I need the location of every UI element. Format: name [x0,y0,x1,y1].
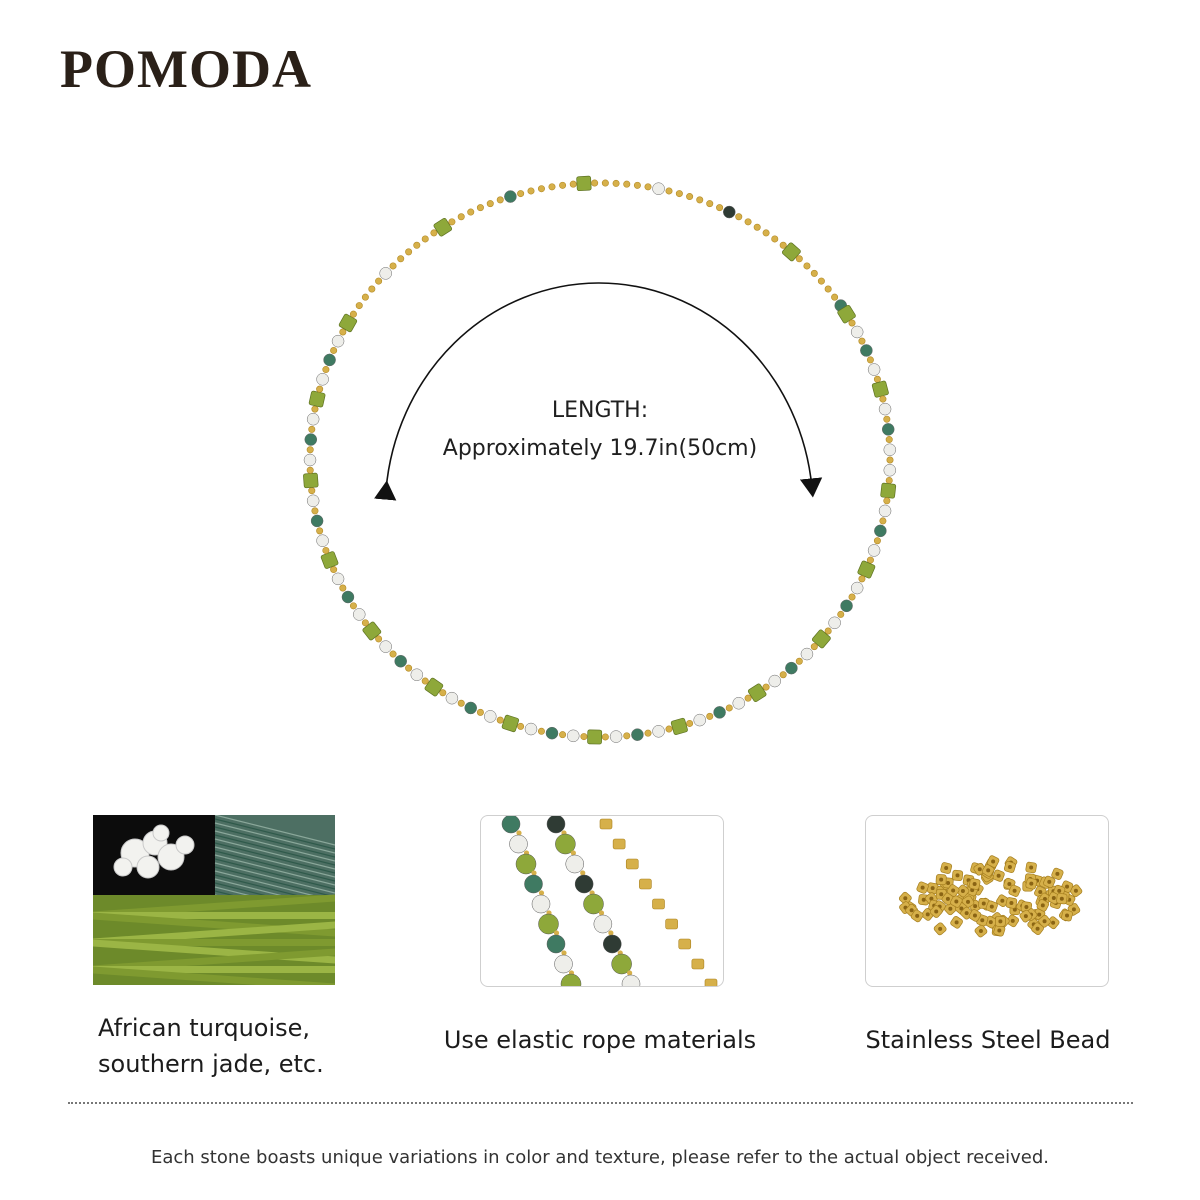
gold-seed-bead [477,204,483,210]
stone-bead [307,495,319,507]
feature-steel-label: Stainless Steel Bead [865,1026,1111,1054]
gold-seed-bead [745,219,751,225]
gold-seed-bead [880,396,886,402]
stone-bead [884,444,896,456]
stone-bead [841,600,853,612]
stone-bead [525,723,537,735]
stone-bead [411,669,423,681]
stone-bead [484,710,496,722]
jade-bead [502,715,520,733]
gold-seed-bead [356,302,362,308]
gold-seed-bead [350,603,356,609]
gold-seed-bead [487,200,493,206]
stone-bead [446,692,458,704]
stone-bead [304,454,316,466]
gold-seed-bead [312,406,318,412]
gold-seed-bead [849,320,855,326]
gold-seed-bead [581,733,587,739]
gold-seed-bead [316,528,322,534]
gold-seed-bead [645,730,651,736]
gold-seed-bead [312,508,318,514]
stone-materials-image [93,815,335,985]
steel-beads-image [865,815,1109,987]
gold-seed-bead [716,204,722,210]
gold-seed-bead [316,386,322,392]
stone-bead [884,464,896,476]
brand-logo: POMODA [60,39,312,99]
stone-bead [868,364,880,376]
gold-seed-bead [811,270,817,276]
jade-bead [671,718,688,735]
stone-bead [868,544,880,556]
gold-seed-bead [549,184,555,190]
stone-bead [332,335,344,347]
stone-bead [694,714,706,726]
gold-seed-bead [362,294,368,300]
gold-seed-bead [867,557,873,563]
stone-bead [769,675,781,687]
stone-bead [324,354,336,366]
length-title: LENGTH: [551,398,649,423]
gold-seed-bead [613,180,619,186]
gold-seed-bead [874,376,880,382]
gold-seed-bead [686,193,692,199]
gold-seed-bead [307,447,313,453]
jade-bead [309,391,326,408]
gold-seed-bead [884,498,890,504]
feature-rope-label: Use elastic rope materials [443,1026,757,1054]
gold-seed-bead [330,347,336,353]
stone-bead [332,573,344,585]
gold-seed-bead [559,731,565,737]
stone-bead [317,373,329,385]
gold-seed-bead [340,585,346,591]
gold-seed-bead [309,426,315,432]
stone-bead [874,525,886,537]
stone-bead [504,191,516,203]
stone-bead [653,183,665,195]
gold-seed-bead [449,219,455,225]
stone-bead [465,702,477,714]
stone-bead [610,731,622,743]
gold-seed-bead [330,566,336,572]
gold-seed-bead [859,576,865,582]
length-value: Approximately 19.7in(50cm) [442,436,758,461]
gold-seed-bead [634,182,640,188]
gold-seed-bead [886,436,892,442]
gold-seed-bead [390,263,396,269]
gold-seed-bead [886,477,892,483]
gold-seed-bead [369,286,375,292]
gold-seed-bead [602,734,608,740]
jade-bead [880,483,895,498]
gold-seed-bead [818,278,824,284]
gold-seed-bead [745,695,751,701]
feature-stone-line1: African turquoise, [98,1014,311,1042]
stone-bead [380,267,392,279]
stone-bead [785,662,797,674]
stone-bead [307,413,319,425]
gold-seed-bead [458,214,464,220]
gold-seed-bead [849,594,855,600]
feature-stone-line2: southern jade, etc. [98,1050,324,1078]
gold-seed-bead [736,214,742,220]
gold-seed-bead [884,416,890,422]
gold-seed-bead [440,690,446,696]
gold-seed-bead [676,190,682,196]
feature-stone-label [98,1010,388,1082]
gold-seed-bead [323,547,329,553]
gold-seed-bead [831,294,837,300]
gold-seed-bead [422,678,428,684]
gold-seed-bead [602,180,608,186]
gold-seed-bead [880,518,886,524]
gold-seed-bead [763,230,769,236]
gold-seed-bead [874,538,880,544]
stone-bead [353,608,365,620]
gold-seed-bead [405,665,411,671]
jade-bead [857,560,875,578]
jade-bead [303,473,318,488]
divider [68,1102,1133,1104]
gold-seed-bead [362,620,368,626]
gold-seed-bead [624,181,630,187]
stone-bead [653,725,665,737]
stone-bead [879,403,891,415]
gold-seed-bead [414,242,420,248]
stone-bead [567,730,579,742]
elastic-rope-image [480,815,724,987]
gold-seed-bead [645,184,651,190]
gold-seed-bead [796,256,802,262]
stone-bead [723,206,735,218]
stone-bead [851,326,863,338]
gold-seed-bead [772,236,778,242]
gold-seed-bead [350,311,356,317]
stone-bead [305,434,317,446]
gold-seed-bead [538,728,544,734]
gold-seed-bead [697,197,703,203]
gold-seed-bead [811,643,817,649]
gold-seed-bead [375,278,381,284]
gold-seed-bead [468,209,474,215]
gold-seed-bead [763,684,769,690]
stone-bead [714,706,726,718]
disclaimer: Each stone boasts unique variations in color and texture, please refer to the actual object received. [150,1147,1050,1168]
gold-seed-bead [528,188,534,194]
gold-seed-bead [405,249,411,255]
jade-bead [577,176,592,191]
stone-bead [631,729,643,741]
stone-bead [882,423,894,435]
gold-seed-bead [390,651,396,657]
gold-seed-bead [754,224,760,230]
stone-bead [801,648,813,660]
stone-bead [317,535,329,547]
stone-bead [860,344,872,356]
gold-seed-bead [477,709,483,715]
stone-bead [342,591,354,603]
stone-bead [829,617,841,629]
gold-seed-bead [707,200,713,206]
gold-seed-bead [559,182,565,188]
gold-seed-bead [323,366,329,372]
gold-seed-bead [431,230,437,236]
gold-seed-bead [309,487,315,493]
gold-seed-bead [497,717,503,723]
gold-seed-bead [825,286,831,292]
gold-seed-bead [538,186,544,192]
gold-seed-bead [591,180,597,186]
stone-bead [311,515,323,527]
gold-seed-bead [726,705,732,711]
gold-seed-bead [804,263,810,269]
gold-seed-bead [497,197,503,203]
stone-bead [546,727,558,739]
gold-seed-bead [307,467,313,473]
gold-seed-bead [859,338,865,344]
jade-bead [872,381,889,398]
jade-bead [588,730,602,744]
stone-bead [395,655,407,667]
gold-seed-bead [624,733,630,739]
gold-seed-bead [887,457,893,463]
stone-bead [733,697,745,709]
gold-seed-bead [570,181,576,187]
gold-seed-bead [838,611,844,617]
gold-seed-bead [666,188,672,194]
stone-bead [851,582,863,594]
gold-seed-bead [517,723,523,729]
gold-seed-bead [796,658,802,664]
gold-seed-bead [867,357,873,363]
gold-seed-bead [666,726,672,732]
gold-seed-bead [780,672,786,678]
jade-bead [321,551,339,569]
gold-seed-bead [707,713,713,719]
gold-seed-bead [517,190,523,196]
gold-seed-bead [686,720,692,726]
gold-seed-bead [458,700,464,706]
stone-bead [879,505,891,517]
stone-bead [380,641,392,653]
gold-seed-bead [422,236,428,242]
gold-seed-bead [398,256,404,262]
